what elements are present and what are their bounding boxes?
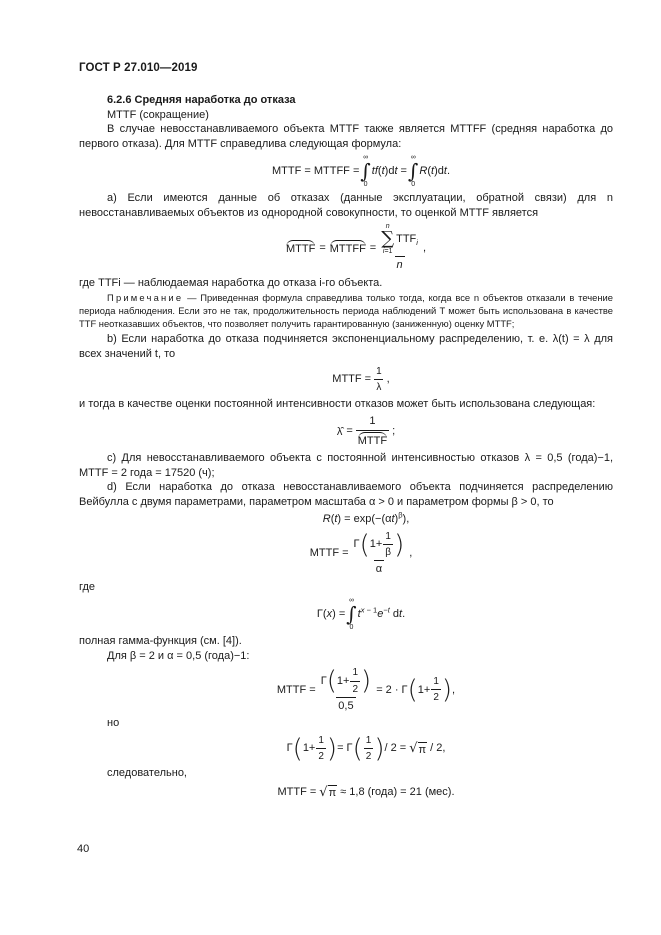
final-result: ≈ 1,8 (года) = 21 (мес).: [340, 786, 455, 799]
for-values: Для β = 2 и α = 0,5 (года)−1:: [107, 649, 250, 662]
document-body: [79, 93, 613, 804]
formula-lambda-estimate: λ̂ = $\frac{1}{\text{MTTF}}$ ;: [336, 415, 396, 447]
therefore-label: следовательно,: [107, 767, 187, 780]
note-text: — Приведенная формула справедлива только тогда, когда все n объектов отказали в течение периода наблюдения. Если это не так, продолжительность периода наблюдений T может быть использована в качестве TTF неотказавших объектов, что позволяет получить гарантированную (заниженную) оценку MTTF;: [79, 292, 613, 329]
note-block: [79, 292, 613, 330]
formula-gamma-identity: Γ ( 1+ $\frac{1}{2}$ ) = Γ ( $\frac{1}{2}$ ) / 2 = √ π / 2,: [286, 733, 446, 764]
abbrev-line: MTTF (сокращение): [107, 108, 209, 121]
note-label: Примечание: [107, 292, 184, 304]
formula-mttf-integral: MTTF = MTTFF = ∞ ∫ 0 tf(t)dt = ∞ ∫ 0 R(t)dt.: [271, 154, 450, 189]
formula-weibull-mttf: MTTF = Γ ( 1+ $\frac{1}{\beta}$ ) α ,: [309, 529, 413, 576]
formula-gamma: Γ(x) = ∞ ∫ 0 $t^{x - 1}e^{-t}$ dt.: [316, 597, 406, 632]
but-label: но: [107, 717, 120, 730]
formula-mttf-numeric: MTTF = Γ ( 1+ $\frac{1}{2}$ ) 0,5 = 2 · Γ ( 1+ $\frac{1}{2}$ ) ,: [276, 666, 456, 712]
formula-final: MTTF = √ π ≈ 1,8 (года) = 21 (мес).: [277, 784, 455, 800]
standard-header: ГОСТ Р 27.010—2019: [79, 62, 198, 74]
formula-mttf-lambda: MTTF = $\frac{1}{\lambda}$ ,: [332, 365, 390, 393]
paragraph-c: c) Для невосстанавливаемого объекта с постоянной интенсивностью отказов λ = 0,5 (года)−1, MTTF = 2 года = 17520 (ч);: [79, 452, 613, 479]
paragraph-a: а) Если имеются данные об отказах (данные эксплуатации, обратной связи) для n невосстанавливаемых объектов из однородной совокупности, то оценкой MTTF является: [79, 192, 613, 219]
section-heading: 6.2.6 Средняя наработка до отказа: [107, 94, 296, 106]
paragraph-b: b) Если наработка до отказа подчиняется экспоненциальному распределению, т. е. λ(t) = λ для всех значений t, то: [79, 333, 613, 360]
paragraph-d: d) Если наработка до отказа невосстанавливаемого объекта подчиняется распределению Вейбулла с двумя параметрами, параметром масштаба α > 0 и параметром формы β > 0, то: [79, 481, 613, 508]
where-ttf: где TTFi — наблюдаемая наработка до отказа i-го объекта.: [79, 276, 383, 289]
gamma-note: полная гамма-функция (см. [4]).: [79, 635, 242, 648]
paragraph-lambda-intro: и тогда в качестве оценки постоянной интенсивности отказов может быть использована следующая:: [79, 397, 596, 410]
where-label: где: [79, 580, 96, 593]
page-number: 40: [77, 843, 90, 855]
formula-mttf-estimate: MTTF = MTTFF = n ∑ i=1 $TTF_i$ n ,: [285, 223, 426, 272]
formula-weibull-reliability: $R(t) = \exp(-(\alpha t)^\beta)$,: [322, 510, 410, 526]
paragraph-mttf-def: В случае невосстанавливаемого объекта MTTF также является MTTFF (средняя наработка до первого отказа). Для MTTF справедлива следующая формула:: [79, 123, 613, 150]
